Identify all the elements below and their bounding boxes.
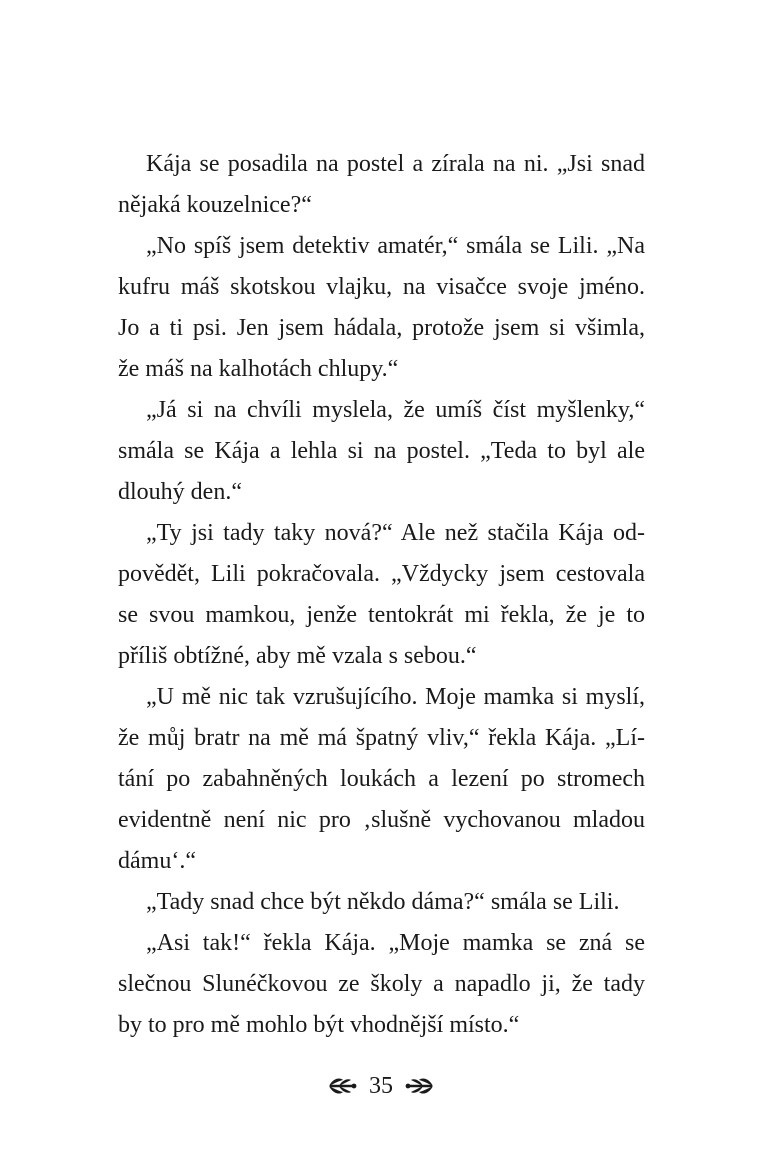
text-line: evidentně není nic pro ‚slušně vychovanou mladou — [118, 807, 645, 833]
text-line: smála se Kája a lehla si na postel. „Teda to byl ale — [118, 438, 645, 464]
body-text — [118, 144, 645, 1046]
text-line: že máš na kalhotách chlupy.“ — [118, 356, 399, 382]
text-line: „Ty jsi tady taky nová?“ Ale než stačila Kája od- — [146, 520, 645, 546]
paragraph — [118, 390, 645, 513]
paragraph — [118, 882, 645, 923]
text-line: „Já si na chvíli myslela, že umíš číst myšlenky,“ — [146, 397, 645, 423]
text-line: povědět, Lili pokračovala. „Vždycky jsem cestovala — [118, 561, 645, 587]
page-footer — [0, 1066, 762, 1106]
paragraph — [118, 923, 645, 1046]
text-line: Jo a ti psi. Jen jsem hádala, protože jsem si všimla, — [118, 315, 645, 341]
leaf-ornament-icon — [405, 1074, 435, 1098]
text-line: „Tady snad chce být někdo dáma?“ smála se Lili. — [146, 889, 620, 915]
text-line: příliš obtížné, aby mě vzala s sebou.“ — [118, 643, 477, 669]
text-line: tání po zabahněných loukách a lezení po stromech — [118, 766, 645, 792]
paragraph — [118, 677, 645, 882]
text-line: Kája se posadila na postel a zírala na ni. „Jsi snad — [146, 151, 645, 177]
text-line: kufru máš skotskou vlajku, na visačce svoje jméno. — [118, 274, 645, 300]
text-line: dlouhý den.“ — [118, 479, 242, 505]
text-line: „No spíš jsem detektiv amatér,“ smála se Lili. „Na — [146, 233, 645, 259]
text-line: by to pro mě mohlo být vhodnější místo.“ — [118, 1012, 520, 1038]
text-line: dámu‘.“ — [118, 848, 196, 874]
text-line: slečnou Slunéčkovou ze školy a napadlo ji, že tady — [118, 971, 645, 997]
text-line: „U mě nic tak vzrušujícího. Moje mamka si myslí, — [146, 684, 645, 710]
text-line: „Asi tak!“ řekla Kája. „Moje mamka se zná se — [146, 930, 645, 956]
paragraph — [118, 144, 645, 226]
text-line: se svou mamkou, jenže tentokrát mi řekla, že je to — [118, 602, 645, 628]
leaf-ornament-icon — [327, 1074, 357, 1098]
paragraph — [118, 226, 645, 390]
text-line: že můj bratr na mě má špatný vliv,“ řekla Kája. „Lí- — [118, 725, 645, 751]
text-line: nějaká kouzelnice?“ — [118, 192, 312, 218]
page-number: 35 — [369, 1073, 393, 1099]
paragraph — [118, 513, 645, 677]
